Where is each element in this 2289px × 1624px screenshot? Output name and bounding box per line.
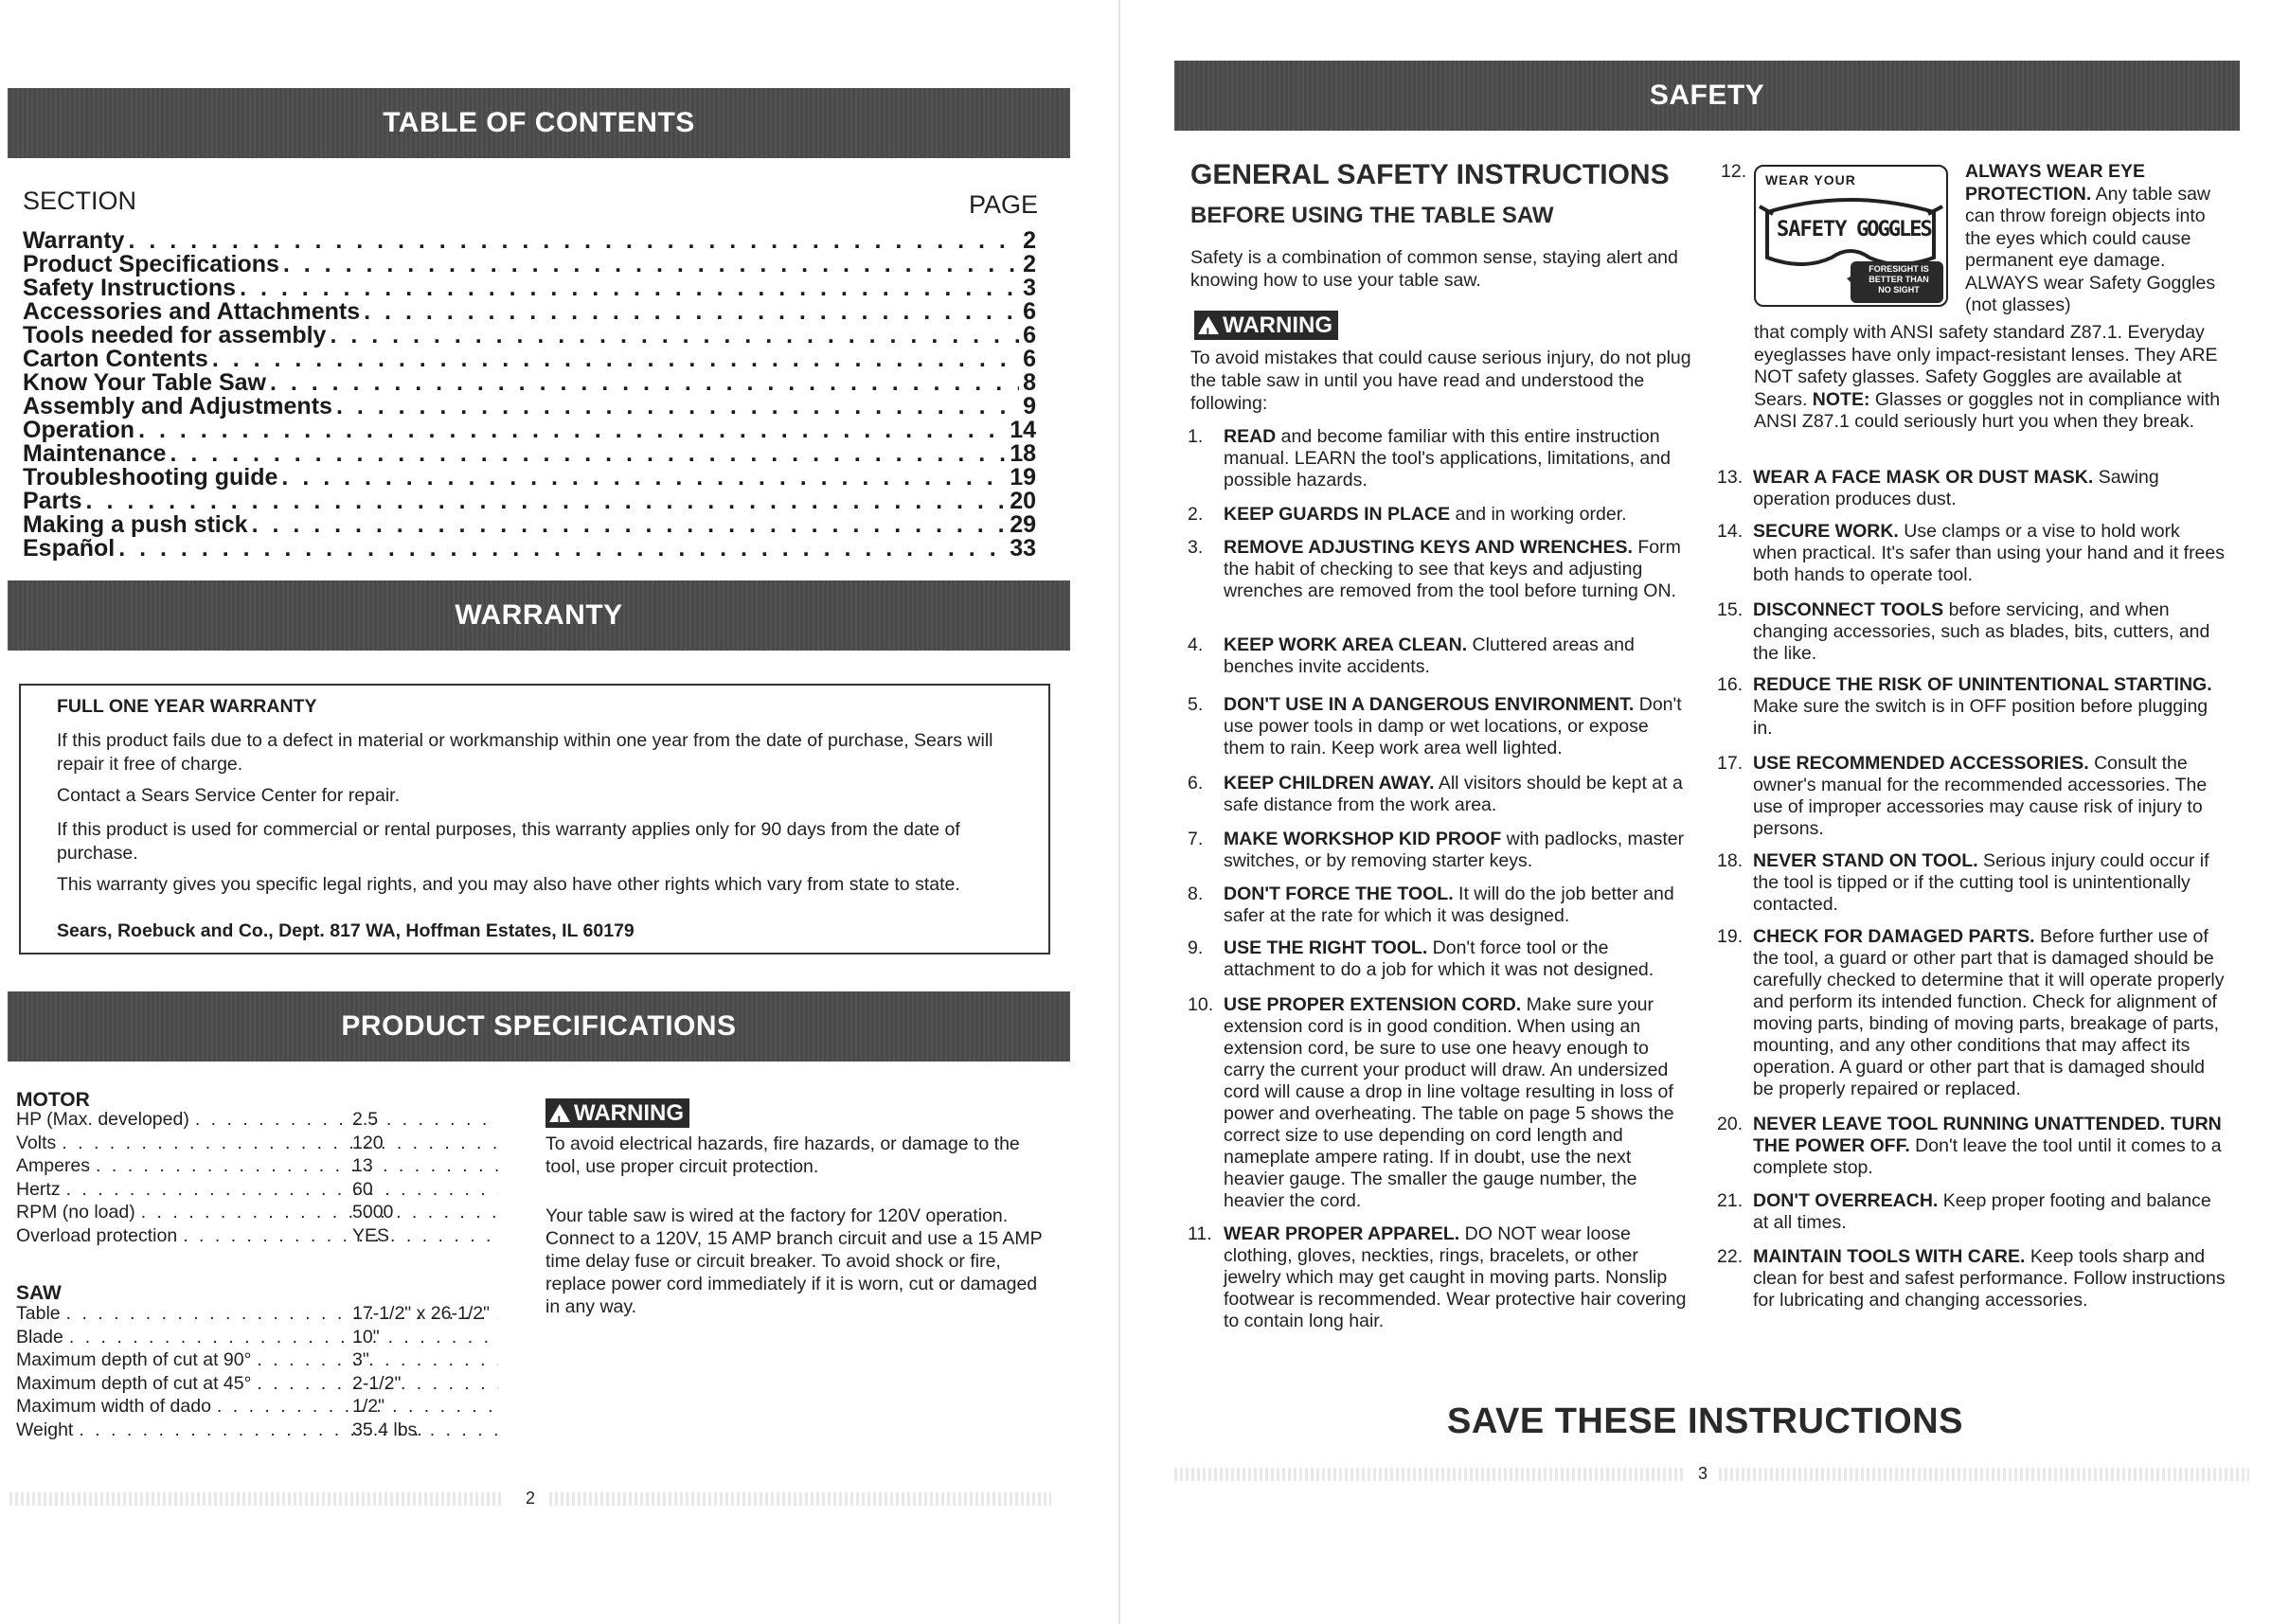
spec-label: Maximum width of dado [16, 1396, 211, 1418]
safety-item-text [1753, 599, 2228, 665]
warranty-address: Sears, Roebuck and Co., Dept. 817 WA, Hoffman Estates, IL 60179 [57, 920, 635, 941]
safety-item-text [1753, 467, 2228, 510]
toc-entry-page: 19 [1010, 464, 1036, 491]
safety-item-body: Don't force tool or the attachment to do a job for which it was not designed. [1224, 937, 1654, 980]
toc-entry [23, 322, 1036, 346]
safety-item-number: 22. [1717, 1246, 1744, 1267]
spec-value: YES [352, 1225, 390, 1246]
safety-item-text [1753, 1246, 2228, 1312]
goggles-word-safety: SAFETY [1777, 218, 1847, 241]
toc-entry-page: 3 [1023, 275, 1036, 301]
left-page-number: 2 [526, 1489, 536, 1508]
safety-item [1188, 537, 1690, 602]
safety-item-number: 11. [1188, 1223, 1212, 1244]
safety-item-number: 5. [1188, 694, 1204, 715]
warranty-banner [8, 580, 1070, 651]
toc-entry-title: Operation [23, 417, 135, 443]
goggles-badge-line-1: FORESIGHT IS [1869, 264, 1929, 274]
spec-row [16, 1349, 504, 1372]
safety-item-number: 3. [1188, 537, 1204, 558]
spec-label: Maximum depth of cut at 45° [16, 1372, 252, 1394]
goggles-badge [1858, 264, 1940, 295]
toc-entry [23, 369, 1036, 396]
safety-item [1188, 426, 1690, 491]
spec-row [16, 1327, 504, 1349]
safety-item-body: Make sure the switch is in OFF position before plugging in. [1753, 696, 2209, 739]
toc-entry [23, 417, 1036, 443]
safety-warning-badge [1194, 311, 1338, 340]
left-page [0, 0, 1118, 1624]
toc-entry-title: Tools needed for assembly [23, 322, 327, 348]
specs-warning-badge [545, 1098, 689, 1128]
toc-entry-title: Making a push stick [23, 511, 248, 538]
safety-item [1188, 994, 1690, 1212]
saw-heading: SAW [16, 1282, 62, 1304]
safety-item [1188, 773, 1690, 816]
spec-value: 35.4 lbs. [352, 1419, 422, 1440]
spec-row [16, 1225, 504, 1248]
specs-wiring-text: Your table saw is wired at the factory for 120V operation. Connect to a 120V, 15 AMP branch circuit and use a 15 AMP time delay fuse or circuit breaker. To avoid shock or fire, replace power cord immediately if it is worn, cut or damaged in any way. [545, 1205, 1043, 1317]
spec-value: 1/2" [352, 1396, 385, 1418]
goggles-badge-line-2: BETTER THAN [1869, 275, 1929, 284]
toc-entry-title: Assembly and Adjustments [23, 393, 332, 419]
safety-item-bold: KEEP WORK AREA CLEAN. [1224, 634, 1468, 655]
safety-item-bold: USE RECOMMENDED ACCESSORIES. [1753, 753, 2089, 774]
spec-leader-dots [257, 1349, 498, 1372]
safety-banner [1174, 61, 2240, 131]
spec-label: Overload protection [16, 1225, 178, 1246]
safety-item-body: DO NOT wear loose clothing, gloves, neckties, rings, bracelets, or other jewelry which may get caught in moving parts. Nonslip footwear is recommended. Wear protective hair covering to contain long hair. [1224, 1223, 1687, 1331]
safety-item [1717, 1114, 2228, 1179]
goggles-badge-line-3: NO SIGHT [1878, 285, 1920, 294]
spec-leader-dots [195, 1109, 498, 1132]
safety-item [1717, 521, 2228, 586]
toc-entry-title: Troubleshooting guide [23, 464, 278, 491]
toc-leader-dots [118, 535, 1006, 562]
item-12-below-a: that comply with ANSI safety standard Z87.1. Everyday eyeglasses have only impact-resistant lenses. They ARE NOT safety glasses. Safety Goggles are available at Sears. [1754, 322, 2218, 410]
safety-item-text [1753, 521, 2228, 586]
safety-item-bold: KEEP CHILDREN AWAY. [1224, 773, 1435, 794]
toc-entry-title: Safety Instructions [23, 275, 237, 301]
safety-item-text [1224, 634, 1690, 678]
safety-item [1188, 504, 1690, 526]
warranty-banner-title: WARRANTY [455, 599, 623, 631]
spec-label: Maximum depth of cut at 90° [16, 1349, 252, 1371]
toc-entry-page: 6 [1023, 298, 1036, 325]
toc-entry-title: Warranty [23, 227, 125, 254]
safety-item-bold: WEAR PROPER APPAREL. [1224, 1223, 1460, 1244]
spec-value: 120 [352, 1132, 384, 1153]
toc-entry [23, 275, 1036, 301]
safety-item-body: Consult the owner's manual for the recommended accessories. The use of improper accessories may cause risk of injury to persons. [1753, 753, 2208, 839]
safety-item-bold: NEVER LEAVE TOOL RUNNING UNATTENDED. TURN THE POWER OFF. [1753, 1114, 2222, 1156]
toc-entry-title: Accessories and Attachments [23, 298, 361, 325]
item-12-below-b: Glasses or goggles not in compliance with ANSI Z87.1 could seriously hurt you when they break. [1754, 388, 2221, 432]
safety-item-number: 9. [1188, 937, 1204, 958]
spec-row [16, 1373, 504, 1396]
toc-entry [23, 346, 1036, 372]
spec-row [16, 1396, 504, 1419]
toc-entry [23, 440, 1036, 467]
warning-triangle-icon [1198, 316, 1219, 334]
toc-entry-page: 20 [1010, 488, 1036, 514]
general-safety-heading: GENERAL SAFETY INSTRUCTIONS [1190, 159, 1670, 190]
safety-item-body: Make sure your extension cord is in good condition. When using an extension cord, be sure to use one heavy enough to carry the current your product will draw. An undersized cord will cause a drop in line voltage resulting in loss of power and overheating. The table on page 5 shows the correct size to use depending on cord length and nameplate ampere rating. If in doubt, use the next heavier gauge. The smaller the gauge number, the heavier the cord. [1224, 994, 1674, 1211]
scan-noise [9, 1492, 502, 1506]
motor-heading: MOTOR [16, 1089, 90, 1111]
safety-item-body: before servicing, and when changing accessories, such as blades, bits, cutters, and the like. [1753, 599, 2210, 664]
safety-item-number: 15. [1717, 599, 1744, 620]
safety-item-number: 8. [1188, 883, 1204, 904]
spec-leader-dots [141, 1202, 498, 1224]
safety-item-bold: USE THE RIGHT TOOL. [1224, 937, 1428, 958]
spec-row [16, 1419, 504, 1442]
safety-item-body: Form the habit of checking to see that keys and adjusting wrenches are removed from the tool before turning ON. [1224, 537, 1681, 601]
safety-item-bold: USE PROPER EXTENSION CORD. [1224, 994, 1522, 1015]
item-12-bold: ALWAYS WEAR EYE PROTECTION. [1965, 161, 2145, 205]
safety-item-text [1224, 694, 1690, 759]
spec-label: Amperes [16, 1155, 91, 1177]
safety-item [1188, 937, 1690, 981]
spec-leader-dots [183, 1225, 498, 1248]
safety-item-bold: SECURE WORK. [1753, 521, 1899, 542]
spec-value: 17-1/2" x 26-1/2" [352, 1303, 491, 1324]
safety-item-text [1224, 504, 1690, 526]
before-using-heading: BEFORE USING THE TABLE SAW [1190, 203, 1554, 228]
safety-item [1188, 883, 1690, 927]
safety-item-body: Keep proper footing and balance at all times. [1753, 1190, 2211, 1233]
item-12-below-text [1754, 322, 2227, 434]
specs-banner [8, 991, 1070, 1062]
warranty-paragraph-2: Contact a Sears Service Center for repair. [57, 785, 400, 806]
safety-item-bold: DON'T USE IN A DANGEROUS ENVIRONMENT. [1224, 694, 1635, 715]
safety-item-number: 2. [1188, 504, 1204, 525]
toc-entry-page: 9 [1023, 393, 1036, 419]
safety-item [1717, 599, 2228, 665]
safety-item [1188, 829, 1690, 872]
safety-item-body: Keep tools sharp and clean for best and safest performance. Follow instructions for lubricating and changing accessories. [1753, 1246, 2226, 1311]
safety-item [1188, 694, 1690, 759]
safety-item-number: 13. [1717, 467, 1744, 488]
specs-warning-text: To avoid electrical hazards, fire hazards, or damage to the tool, use proper circuit protection. [545, 1133, 1020, 1177]
safety-item-body: with padlocks, master switches, or by removing starter keys. [1224, 829, 1685, 871]
safety-item-body: Serious injury could occur if the tool is tipped or if the cutting tool is unintentionally contacted. [1753, 850, 2209, 915]
safety-item-bold: READ [1224, 426, 1277, 447]
safety-item-number: 21. [1717, 1190, 1744, 1211]
safety-item-number: 20. [1717, 1114, 1744, 1134]
spec-row [16, 1202, 504, 1224]
safety-item-number: 19. [1717, 926, 1744, 947]
safety-item-text [1753, 1114, 2228, 1179]
toc-entry-page: 29 [1010, 511, 1036, 538]
safety-item-bold: NEVER STAND ON TOOL. [1753, 850, 1978, 871]
safety-item [1717, 1190, 2228, 1234]
safety-item-text [1753, 850, 2228, 916]
safety-intro: Safety is a combination of common sense, staying alert and knowing how to use your table saw. [1190, 247, 1678, 291]
toc-entry-title: Parts [23, 488, 82, 514]
spec-row [16, 1303, 504, 1326]
toc-list [23, 227, 1036, 562]
toc-entry-page: 18 [1010, 440, 1036, 467]
toc-entry [23, 227, 1036, 254]
toc-entry-page: 2 [1023, 251, 1036, 277]
safety-item-number: 10. [1188, 994, 1214, 1015]
toc-entry [23, 535, 1036, 562]
item-12-number: 12. [1721, 161, 1747, 182]
safety-item-number: 16. [1717, 674, 1744, 695]
safety-item-text [1224, 1223, 1690, 1332]
safety-item-body: Before further use of the tool, a guard or other part that is damaged should be carefully checked to determine that it will operate properly and perform its intended function. Check for alignment of moving parts, binding of moving parts, breakage of parts, mounting, and any other conditions that may affect its operation. A guard or other part that is damaged should be properly repaired or replaced. [1753, 926, 2225, 1099]
safety-item-text [1224, 883, 1690, 927]
scan-noise [1174, 1468, 1686, 1481]
safety-item [1188, 634, 1690, 678]
spec-label: HP (Max. developed) [16, 1109, 189, 1130]
right-page-number: 3 [1698, 1464, 1708, 1483]
toc-entry [23, 488, 1036, 514]
safety-item-bold: WEAR A FACE MASK OR DUST MASK. [1753, 467, 2094, 488]
safety-item-body: Sawing operation produces dust. [1753, 467, 2159, 509]
spec-leader-dots [66, 1179, 498, 1202]
toc-entry [23, 393, 1036, 417]
spec-label: Hertz [16, 1178, 61, 1200]
item-12-note-label: NOTE: [1812, 388, 1870, 410]
safety-item-text [1224, 829, 1690, 872]
safety-item-bold: KEEP GUARDS IN PLACE [1224, 504, 1451, 525]
safety-warning-label: WARNING [1223, 312, 1332, 338]
spec-value: 60 [352, 1178, 373, 1200]
toc-entry-title: Español [23, 535, 116, 562]
safety-item-bold: DON'T OVERREACH. [1753, 1190, 1939, 1211]
safety-item [1717, 674, 2228, 740]
safety-item-body: Cluttered areas and benches invite accidents. [1224, 634, 1635, 677]
safety-goggles-graphic [1754, 165, 1948, 307]
safety-item-text [1224, 426, 1690, 491]
goggles-word-goggles: GOGGLES [1856, 218, 1931, 241]
safety-item-number: 4. [1188, 634, 1204, 655]
warning-triangle-icon [549, 1104, 570, 1122]
safety-item-bold: REMOVE ADJUSTING KEYS AND WRENCHES. [1224, 537, 1633, 558]
safety-item-number: 6. [1188, 773, 1204, 794]
save-instructions: SAVE THESE INSTRUCTIONS [1447, 1401, 1963, 1441]
safety-item-body: Use clamps or a vise to hold work when practical. It's safer than using your hand and it frees both hands to operate tool. [1753, 521, 2226, 585]
safety-item-number: 18. [1717, 850, 1744, 871]
safety-banner-title: SAFETY [1649, 80, 1765, 111]
toc-entry-page: 2 [1023, 227, 1036, 254]
safety-item-text [1753, 1190, 2228, 1234]
spec-value: 5000 [352, 1202, 394, 1223]
safety-item [1717, 467, 2228, 510]
safety-item-text [1224, 937, 1690, 981]
toc-banner [8, 88, 1070, 158]
toc-entry-title: Product Specifications [23, 251, 279, 277]
toc-entry-page: 8 [1023, 369, 1036, 396]
safety-item [1717, 926, 2228, 1100]
specs-banner-title: PRODUCT SPECIFICATIONS [341, 1010, 737, 1042]
toc-entry [23, 251, 1036, 275]
spec-leader-dots [62, 1133, 498, 1155]
spec-label: Volts [16, 1132, 57, 1153]
toc-entry-page: 6 [1023, 346, 1036, 372]
spec-value: 3" [352, 1349, 369, 1371]
spec-label: RPM (no load) [16, 1202, 135, 1223]
toc-entry-page: 6 [1023, 322, 1036, 348]
safety-warning-text: To avoid mistakes that could cause serious injury, do not plug the table saw in until you have read and understood the following: [1190, 348, 1691, 414]
safety-item-text [1753, 926, 2228, 1100]
safety-item-number: 7. [1188, 829, 1204, 849]
spec-value: 2-1/2" [352, 1372, 402, 1394]
safety-item [1717, 1246, 2228, 1312]
safety-item-text [1753, 674, 2228, 740]
warranty-paragraph-3: If this product is used for commercial or rental purposes, this warranty applies only for 90 days from the date of purchase. [57, 819, 960, 864]
spec-label: Weight [16, 1419, 74, 1440]
toc-entry [23, 298, 1036, 325]
spec-label: Table [16, 1303, 61, 1324]
safety-item [1717, 753, 2228, 840]
safety-item-body: Don't use power tools in damp or wet locations, or expose them to rain. Keep work area well lighted. [1224, 694, 1682, 758]
toc-entry [23, 511, 1036, 538]
safety-item-text [1224, 773, 1690, 816]
spec-leader-dots [69, 1327, 498, 1349]
warranty-heading: FULL ONE YEAR WARRANTY [57, 696, 317, 717]
toc-entry-title: Know Your Table Saw [23, 369, 266, 396]
safety-item [1188, 1223, 1690, 1332]
spec-label: Blade [16, 1326, 63, 1347]
toc-entry-page: 33 [1010, 535, 1036, 562]
safety-item-bold: DON'T FORCE THE TOOL. [1224, 883, 1454, 904]
warranty-box [19, 684, 1050, 955]
spec-value: 13 [352, 1155, 373, 1177]
spec-row [16, 1179, 504, 1202]
safety-item-body: Don't leave the tool until it comes to a complete stop. [1753, 1135, 2222, 1178]
safety-item-bold: MAKE WORKSHOP KID PROOF [1224, 829, 1502, 849]
scan-noise [549, 1492, 1051, 1506]
toc-entry-title: Maintenance [23, 440, 167, 467]
safety-item-number: 14. [1717, 521, 1744, 542]
toc-page-label: PAGE [969, 190, 1039, 219]
safety-item-bold: REDUCE THE RISK OF UNINTENTIONAL STARTING. [1753, 674, 2212, 695]
toc-entry-page: 14 [1010, 417, 1036, 443]
safety-item-body: It will do the job better and safer at the rate for which it was designed. [1224, 883, 1674, 926]
spec-value: 2.5 [352, 1109, 379, 1130]
specs-warning-label: WARNING [574, 1100, 684, 1126]
item-12-side-text [1965, 161, 2226, 317]
warranty-paragraph-1: If this product fails due to a defect in material or workmanship within one year from the date of purchase, Sears will repair it free of charge. [57, 730, 993, 775]
toc-section-label: SECTION [23, 187, 137, 215]
spec-row [16, 1109, 504, 1132]
spec-leader-dots [79, 1419, 498, 1442]
safety-item-body: and in working order. [1450, 504, 1627, 525]
spec-value: 10" [352, 1326, 380, 1347]
safety-item-text [1224, 994, 1690, 1212]
scan-noise [1719, 1468, 2249, 1481]
item-12-side: Any table saw can throw foreign objects into the eyes which could cause permanent eye damage. ALWAYS wear Safety Goggles (not glasses) [1965, 183, 2216, 315]
spec-row [16, 1133, 504, 1155]
toc-banner-title: TABLE OF CONTENTS [383, 107, 695, 138]
toc-entry-title: Carton Contents [23, 346, 208, 372]
safety-item-bold: MAINTAIN TOOLS WITH CARE. [1753, 1246, 2026, 1267]
spec-row [16, 1155, 504, 1178]
spec-leader-dots [96, 1155, 498, 1178]
safety-item-bold: DISCONNECT TOOLS [1753, 599, 1944, 620]
toc-entry [23, 464, 1036, 491]
safety-item-bold: CHECK FOR DAMAGED PARTS. [1753, 926, 2035, 947]
warranty-paragraph-4: This warranty gives you specific legal rights, and you may also have other rights which vary from state to state. [57, 874, 960, 895]
safety-item-body: All visitors should be kept at a safe distance from the work area. [1224, 773, 1683, 815]
safety-item-text [1753, 753, 2228, 840]
safety-item-text [1224, 537, 1690, 602]
safety-item-body: and become familiar with this entire instruction manual. LEARN the tool's applications, limitations, and possible hazards. [1224, 426, 1671, 491]
safety-item-number: 17. [1717, 753, 1744, 774]
goggles-top-text: WEAR YOUR [1765, 172, 1856, 187]
safety-item [1717, 850, 2228, 916]
safety-item-number: 1. [1188, 426, 1204, 447]
